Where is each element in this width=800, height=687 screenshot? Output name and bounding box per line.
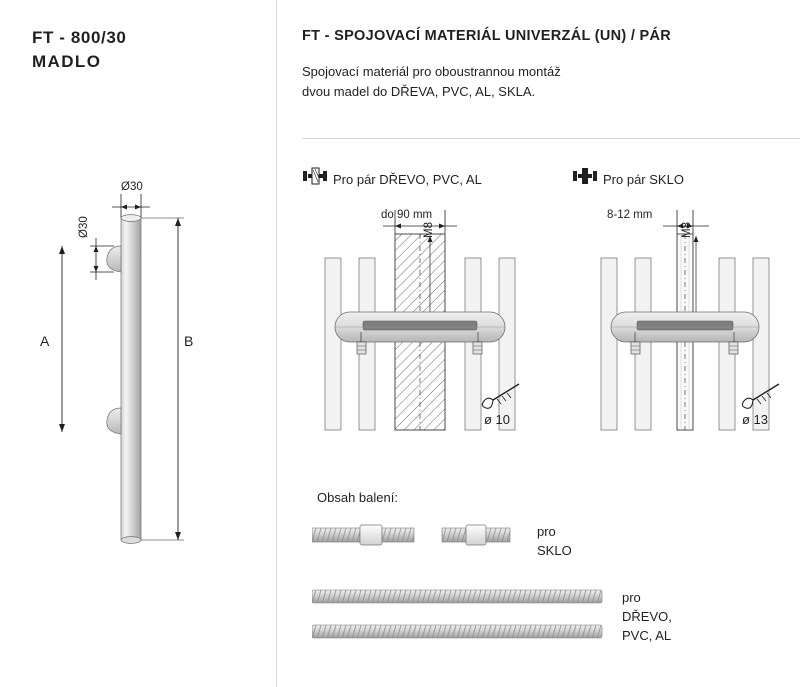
wood-mount-icon: [303, 166, 327, 186]
subtitle-line-1: Spojovací materiál pro oboustrannou montáž: [302, 64, 561, 79]
glass-mount-icon: [573, 166, 597, 186]
section-title: FT - SPOJOVACÍ MATERIÁL UNIVERZÁL (UN) / PÁR: [302, 28, 671, 44]
dimension-b-label: B: [184, 333, 194, 349]
handle-drawing: [0, 160, 276, 580]
wood-panel-label: Pro pár DŘEVO, PVC, AL: [333, 172, 482, 187]
contents-wood-line-2: DŘEVO,: [622, 609, 672, 624]
subtitle-line-2: dvou madel do DŘEVA, PVC, AL, SKLA.: [302, 84, 536, 99]
right-column: [277, 0, 800, 687]
left-column: [0, 0, 276, 687]
dimension-side-label: Ø30: [78, 216, 90, 238]
section-subtitle: [302, 62, 561, 102]
contents-wood-line-3: PVC, AL: [622, 628, 672, 643]
dimension-top-label: Ø30: [121, 181, 143, 193]
glass-drill-label: ø 13: [742, 412, 769, 427]
wood-thread-label: M8: [423, 222, 435, 238]
header-divider: [302, 138, 800, 139]
contents-title: Obsah balení:: [317, 490, 398, 505]
glass-thickness-label: 8-12 mm: [607, 209, 653, 221]
contents-glass-line-1: pro: [537, 524, 556, 539]
glass-thread-label: M8: [681, 222, 693, 238]
contents-wood-caption: [622, 588, 672, 645]
product-type-label: MADLO: [32, 52, 102, 71]
dimension-a-label: A: [40, 333, 50, 349]
wood-thickness-label: do 90 mm: [381, 209, 433, 221]
glass-panel-label: Pro pár SKLO: [603, 172, 684, 187]
contents-glass-line-2: SKLO: [537, 543, 572, 558]
contents-glass-caption: [537, 522, 572, 560]
contents-wood-line-1: pro: [622, 590, 641, 605]
wood-drill-label: ø 10: [484, 412, 511, 427]
page-title: FT - 800/30: [32, 28, 127, 47]
